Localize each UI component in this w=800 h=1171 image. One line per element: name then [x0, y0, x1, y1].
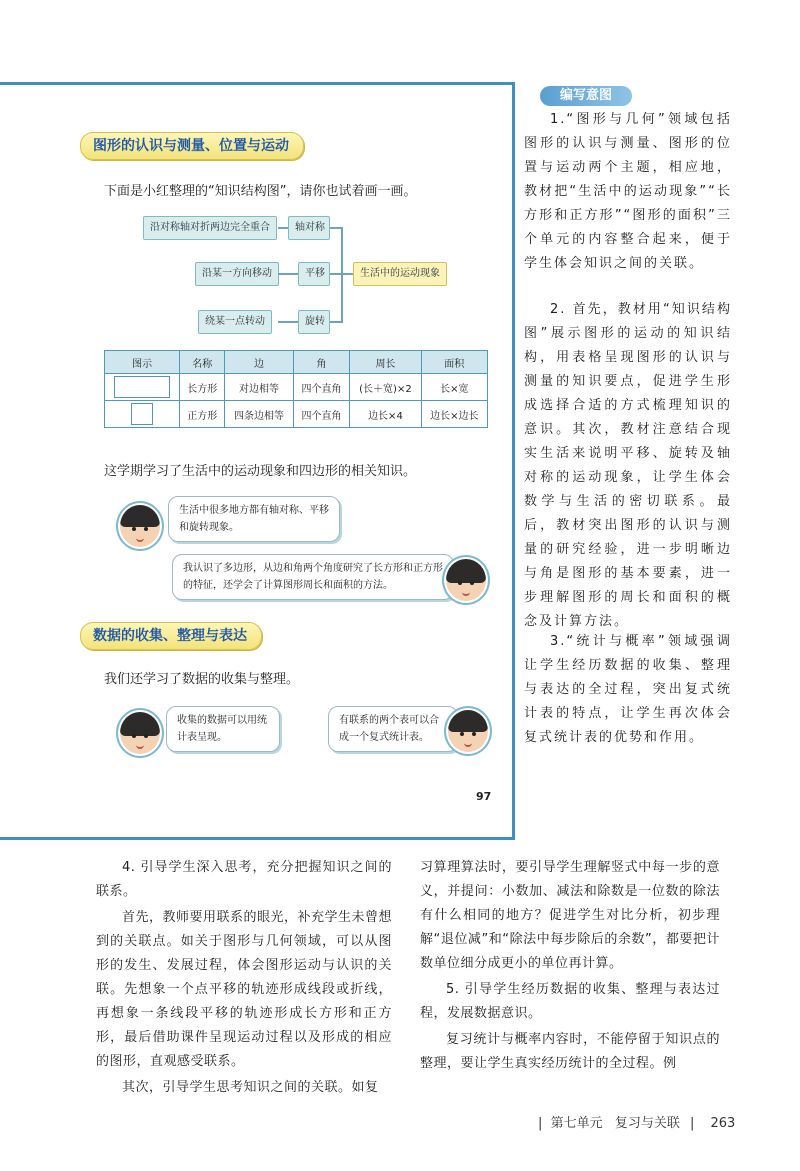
- eye: [132, 527, 136, 531]
- section-title-statistics: 数据的收集、整理与表达: [80, 622, 262, 650]
- girl-avatar: [118, 710, 162, 756]
- table-cell: 边长×4: [350, 401, 421, 428]
- statistics-intro: 我们还学习了数据的收集与整理。: [104, 672, 300, 687]
- body-paragraph: 5. 引导学生经历数据的收集、整理与表达过程，发展数据意识。: [420, 982, 720, 1021]
- eye: [460, 732, 464, 736]
- body-left-column: [96, 856, 392, 1100]
- boy-avatar: [118, 503, 162, 549]
- table-row: [105, 374, 488, 401]
- eye: [144, 527, 148, 531]
- mouth: [136, 537, 144, 542]
- eye: [144, 734, 148, 738]
- table-cell: 四个直角: [293, 401, 350, 428]
- speech-bubble-girl: 收集的数据可以用统计表呈现。: [166, 706, 280, 752]
- table-cell: 正方形: [180, 401, 225, 428]
- table-header-row: [105, 351, 488, 374]
- table-row: [105, 401, 488, 428]
- diagram-node-rotation: 旋转: [298, 310, 330, 334]
- mouth: [136, 744, 144, 749]
- table-header: 角: [293, 351, 350, 374]
- diagram-node-rotate: 绕某一点转动: [198, 310, 272, 334]
- diagram-node-motion: 生活中的运动现象: [353, 262, 447, 286]
- sidebar-paragraph-2: 2. 首先，教材用“知识结构图”展示图形的运动的知识结构，用表格呈现图形的认识与测量的知识要点，促进学生形成选择合适的方式梳理知识的意识。其次，教材注意结合现实生活来说明平移、旋转及轴对称的运动现象，让学生体会数学与生活的密切联系。最后，教材突出图形的认识与测量的研究经验，进一步明晰边与角是图形的基本要素，进一步理解图形的周长和面积的概念及计算方法。: [524, 302, 732, 629]
- table-cell: 四条边相等: [225, 401, 293, 428]
- girl-avatar: [444, 557, 488, 603]
- mouth: [464, 742, 472, 747]
- body-paragraph: 复习统计与概率内容时，不能停留于知识点的整理，要让学生真实经历统计的全过程。例: [420, 1032, 720, 1071]
- body-paragraph: 其次，引导学生思考知识之间的关联。如复: [122, 1080, 379, 1095]
- footer-divider: |: [689, 1116, 695, 1131]
- footer-page-number: 263: [710, 1116, 736, 1131]
- speech-bubble-girl: 我认识了多边形，从边和角两个角度研究了长方形和正方形的特征，还学会了计算图形周长和面积的方法。: [172, 554, 454, 600]
- sidebar-paragraph-1: 1.“图形与几何”领域包括图形的认识与测量、图形的位置与运动两个主题，相应地，教材把“生活中的运动现象”“长方形和正方形”“图形的面积”三个单元的内容整合起来，便于学生体会知识之间的关联。: [524, 112, 732, 271]
- eye: [472, 732, 476, 736]
- footer: [538, 1112, 735, 1131]
- body-paragraph: 首先，教师要用联系的眼光，补充学生未曾想到的关联点。如关于图形与几何领域，可以从图形的发生、发展过程，体会图形运动与认识的关联。先想象一个点平移的轨迹形成线段或折线，再想象一条线段平移的轨迹形成长方形和正方形，最后借助课件呈现运动过程以及形成的相应的图形，直观感受联系。: [96, 910, 393, 1069]
- table-cell: 边长×边长: [421, 401, 487, 428]
- square-figure-cell: [105, 401, 180, 428]
- diagram-node-fold: 沿对称轴对折两边完全重合: [143, 216, 277, 240]
- table-cell: 对边相等: [225, 374, 293, 401]
- sidebar-title: 编写意图: [540, 86, 632, 106]
- speech-bubble-boy: 生活中很多地方都有轴对称、平移和旋转现象。: [168, 496, 340, 542]
- body-right-column: [420, 856, 720, 1076]
- hair: [120, 712, 160, 736]
- boy-avatar: [446, 708, 490, 754]
- table-header: 名称: [180, 351, 225, 374]
- diagram-connector: [278, 227, 288, 229]
- rectangle-figure: [114, 376, 170, 398]
- rectangle-figure-cell: [105, 374, 180, 401]
- diagram-node-move: 沿某一方向移动: [195, 262, 279, 286]
- diagram-connector: [278, 273, 298, 275]
- eye: [470, 581, 474, 585]
- eye: [132, 734, 136, 738]
- footer-divider: |: [538, 1116, 547, 1131]
- square-figure: [131, 403, 153, 425]
- body-paragraph: 4. 引导学生深入思考，充分把握知识之间的联系。: [96, 860, 392, 899]
- table-cell: 四个直角: [293, 374, 350, 401]
- eye: [458, 581, 462, 585]
- diagram-connector: [341, 273, 353, 275]
- hair: [448, 710, 488, 732]
- knowledge-table: [104, 350, 488, 428]
- diagram-node-translation: 平移: [298, 262, 330, 286]
- section-title-geometry: 图形的认识与测量、位置与运动: [80, 132, 304, 160]
- footer-unit-title: 复习与关联: [614, 1116, 680, 1131]
- diagram-connector: [278, 321, 298, 323]
- summary-text: 这学期学习了生活中的运动现象和四边形的相关知识。: [104, 464, 417, 479]
- mouth: [462, 591, 470, 596]
- hair: [446, 559, 486, 583]
- table-cell: (长＋宽)×2: [350, 374, 421, 401]
- table-header: 面积: [421, 351, 487, 374]
- diagram-intro: 下面是小红整理的“知识结构图”，请你也试着画一画。: [104, 184, 417, 199]
- speech-bubble-boy: 有联系的两个表可以合成一个复式统计表。: [328, 706, 458, 752]
- table-header: 图示: [105, 351, 180, 374]
- hair: [120, 505, 160, 527]
- sidebar-paragraph-3: 3.“统计与概率”领域强调让学生经历数据的收集、整理与表达的全过程，突出复式统计表的特点，让学生再次体会复式统计表的优势和作用。: [524, 634, 732, 745]
- table-header: 边: [225, 351, 293, 374]
- body-paragraph: 习算理算法时，要引导学生理解竖式中每一步的意义，并提问：小数加、减法和除数是一位数的除法有什么相同的地方？促进学生对比分析，初步理解“退位减”和“除法中每步除后的余数”，都要把计数单位细分成更小的单位再计算。: [420, 860, 720, 971]
- textbook-page-number: 97: [476, 790, 492, 803]
- table-header: 周长: [350, 351, 421, 374]
- table-cell: 长方形: [180, 374, 225, 401]
- diagram-bracket: [341, 227, 343, 323]
- table-cell: 长×宽: [421, 374, 487, 401]
- footer-unit: 第七单元: [550, 1116, 603, 1131]
- diagram-node-symmetry: 轴对称: [288, 216, 330, 240]
